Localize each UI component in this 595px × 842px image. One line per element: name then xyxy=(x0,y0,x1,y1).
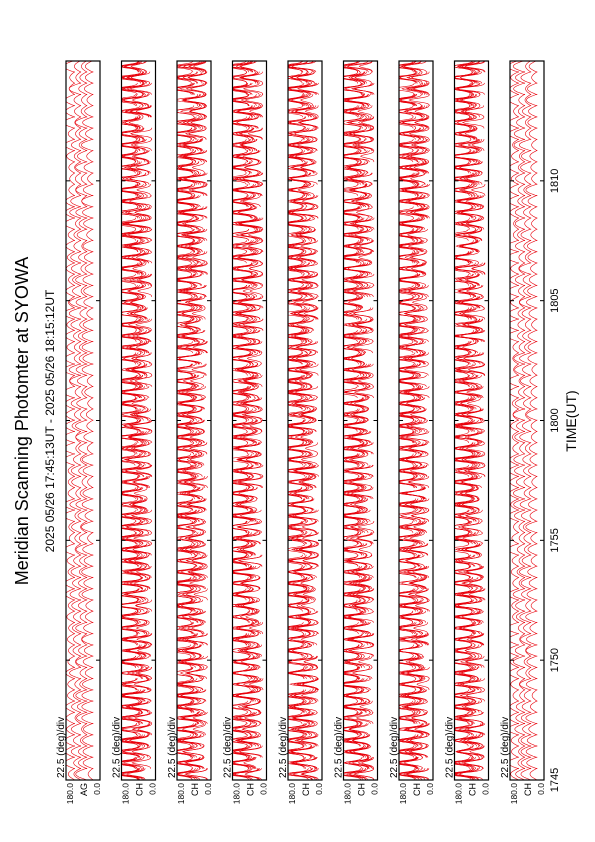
y-tick-top: 180.0 xyxy=(509,783,519,805)
y-tick-bottom: 0.0 xyxy=(536,783,546,795)
scale-label: 22.5 (deg)/div xyxy=(278,716,289,778)
y-tick-top: 180.0 xyxy=(231,783,242,805)
y-tick-top: 180.0 xyxy=(453,783,464,805)
channel-label: CH xyxy=(134,783,145,796)
channel-label: CH xyxy=(245,783,256,796)
y-tick-bottom: 0.0 xyxy=(369,783,380,795)
scale-label: 22.5 (deg)/div xyxy=(389,716,400,778)
channel-label: AG xyxy=(79,783,89,797)
y-tick-bottom: 0.0 xyxy=(425,783,435,795)
x-tick-label: 1800 xyxy=(549,408,561,433)
chart-title: Meridian Scanning Photomter at SYOWA xyxy=(12,256,32,586)
y-tick-top: 180.0 xyxy=(120,783,131,805)
y-tick-top: 180.0 xyxy=(398,783,408,805)
y-tick-top: 180.0 xyxy=(65,783,75,805)
channel-label: CH xyxy=(467,783,478,796)
scale-label: 22.5 (deg)/div xyxy=(56,716,67,778)
x-tick-label: 1755 xyxy=(549,528,561,553)
y-tick-bottom: 0.0 xyxy=(203,783,213,795)
chart-subtitle: 2025 05/26 17:45:13UT - 2025 05/26 18:15:12UT xyxy=(43,289,57,553)
y-tick-top: 180.0 xyxy=(342,783,353,805)
channel-label: CH xyxy=(356,783,367,796)
y-tick-top: 180.0 xyxy=(176,783,186,805)
scale-label: 22.5 (deg)/div xyxy=(444,716,456,778)
y-tick-top: 180.0 xyxy=(287,783,297,805)
channel-label: CH xyxy=(190,783,200,796)
x-tick-label: 1745 xyxy=(549,767,561,793)
y-tick-bottom: 0.0 xyxy=(480,783,491,795)
scale-label: 22.5 (deg)/div xyxy=(500,716,511,778)
y-tick-bottom: 0.0 xyxy=(92,783,102,795)
x-axis-label: TIME(UT) xyxy=(563,390,579,452)
channel-label: CH xyxy=(523,783,533,796)
scale-label: 22.5 (deg)/div xyxy=(333,716,345,778)
y-tick-bottom: 0.0 xyxy=(314,783,324,795)
channel-label: CH xyxy=(412,783,422,796)
x-tick-label: 1805 xyxy=(549,288,561,313)
x-tick-label: 1750 xyxy=(549,647,561,673)
channel-label: CH xyxy=(301,783,311,796)
scale-label: 22.5 (deg)/div xyxy=(222,716,234,778)
scale-label: 22.5 (deg)/div xyxy=(167,716,178,778)
scale-label: 22.5 (deg)/div xyxy=(111,716,123,778)
y-tick-bottom: 0.0 xyxy=(147,783,158,795)
x-tick-label: 1810 xyxy=(549,168,561,194)
y-tick-bottom: 0.0 xyxy=(258,783,269,795)
